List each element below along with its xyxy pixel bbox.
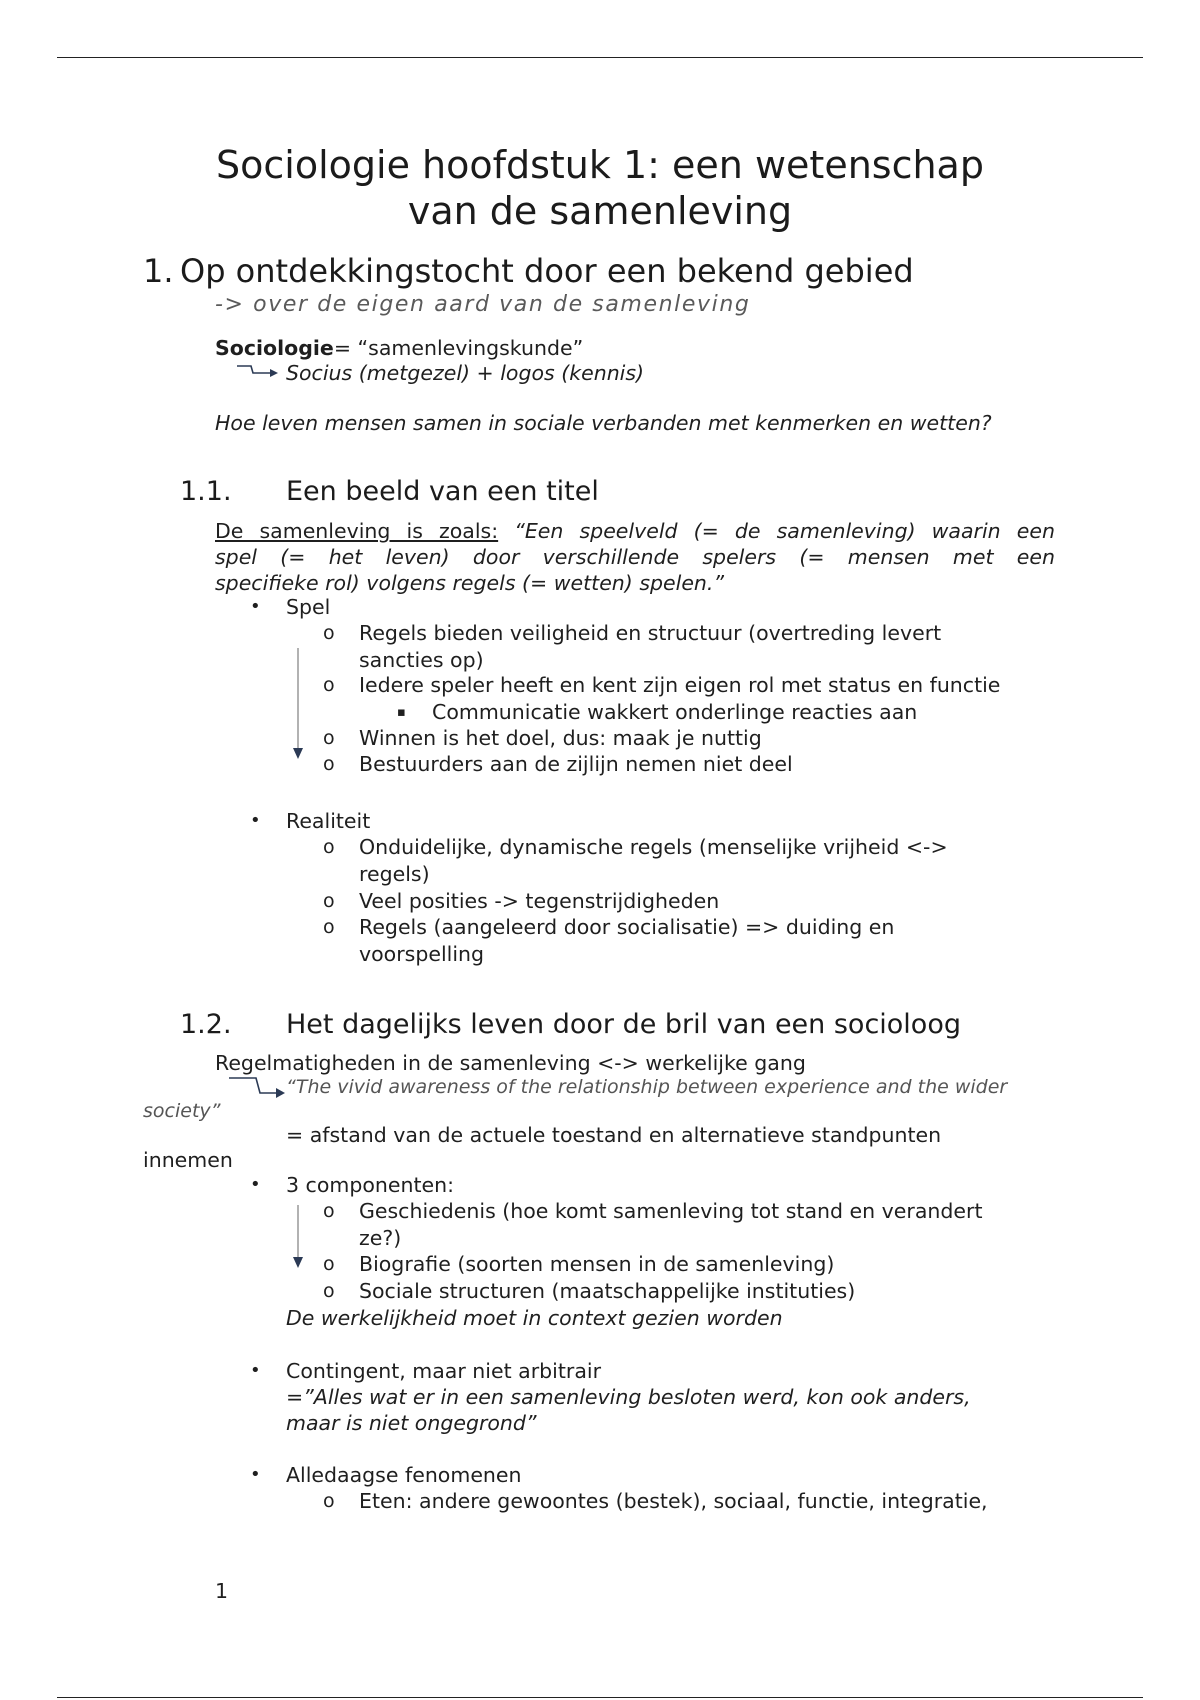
componenten-note: De werkelijkheid moet in context gezien worden xyxy=(286,1306,783,1330)
section1-subtitle: -> over de eigen aard van de samenleving xyxy=(215,292,751,317)
quote-line1: “The vivid awareness of the relationship between experience and the wider xyxy=(286,1076,1008,1098)
bullet-contingent: • xyxy=(250,1360,261,1381)
spel-item1-line2: sancties op) xyxy=(359,648,484,672)
header-rule xyxy=(57,57,1143,58)
section1-heading: Op ontdekkingstocht door een bekend gebied xyxy=(180,252,914,290)
square-bullet: ▪ xyxy=(397,705,406,720)
circle-bullet: o xyxy=(323,674,335,696)
central-question: Hoe leven mensen samen in sociale verbanden met kenmerken en wetten? xyxy=(215,411,992,435)
intro-line3: specifieke rol) volgens regels (= wetten) spelen.” xyxy=(215,571,725,595)
circle-bullet: o xyxy=(323,727,335,749)
spel-down-arrow-icon xyxy=(290,647,306,763)
circle-bullet: o xyxy=(323,836,335,858)
distance-line1: = afstand van de actuele toestand en alternatieve standpunten xyxy=(286,1123,942,1147)
circle-bullet: o xyxy=(323,753,335,775)
document-title-line1: Sociologie hoofdstuk 1: een wetenschap xyxy=(216,143,984,187)
realiteit-item1-line2: regels) xyxy=(359,862,430,886)
distance-line2: innemen xyxy=(143,1148,233,1172)
section1-2-heading: Het dagelijks leven door de bril van een socioloog xyxy=(286,1009,961,1040)
section1-1-number: 1.1. xyxy=(180,476,232,507)
spel-item1-line1: Regels bieden veiligheid en structuur (overtreding levert xyxy=(359,621,942,645)
spel-item2: Iedere speler heeft en kent zijn eigen rol met status en functie xyxy=(359,673,1001,697)
bullet-alledaagse: • xyxy=(250,1464,261,1485)
section1-1-heading: Een beeld van een titel xyxy=(286,476,599,507)
document-title-line2: van de samenleving xyxy=(407,189,793,233)
realiteit-item1-line1: Onduidelijke, dynamische regels (menselijke vrijheid <-> xyxy=(359,835,948,859)
realiteit-item2: Veel posities -> tegenstrijdigheden xyxy=(359,889,720,913)
quote-arrow-icon xyxy=(228,1076,288,1098)
section1-2-number: 1.2. xyxy=(180,1009,232,1040)
contingent-label: Contingent, maar niet arbitrair xyxy=(286,1359,602,1383)
componenten-item1-line2: ze?) xyxy=(359,1226,402,1250)
spel-item2-sub: Communicatie wakkert onderlinge reacties aan xyxy=(432,700,918,724)
circle-bullet: o xyxy=(323,890,335,912)
sociologie-definition-text: = “samenlevingskunde” xyxy=(333,336,584,360)
footer-rule xyxy=(57,1697,1143,1698)
sociologie-term: Sociologie xyxy=(215,336,334,360)
bullet-componenten: • xyxy=(250,1174,261,1195)
componenten-down-arrow-icon xyxy=(290,1204,306,1272)
bullet-spel: • xyxy=(250,596,261,617)
contingent-quote-line1: =”Alles wat er in een samenleving besloten werd, kon ook anders, xyxy=(286,1385,971,1409)
componenten-item1-line1: Geschiedenis (hoe komt samenleving tot stand en verandert xyxy=(359,1199,983,1223)
etymology-text: Socius (metgezel) + logos (kennis) xyxy=(286,361,645,385)
intro-line1-text: “Een speelveld (= de samenleving) waarin een xyxy=(514,519,1055,543)
circle-bullet: o xyxy=(323,1490,335,1512)
circle-bullet: o xyxy=(323,1200,335,1222)
bullet-realiteit: • xyxy=(250,810,261,831)
componenten-item3: Sociale structuren (maatschappelijke instituties) xyxy=(359,1279,856,1303)
alledaagse-item1: Eten: andere gewoontes (bestek), sociaal, functie, integratie, xyxy=(359,1489,988,1513)
etymology-arrow-icon xyxy=(236,363,280,381)
contingent-quote-line2: maar is niet ongegrond” xyxy=(286,1411,537,1435)
realiteit-item3-line2: voorspelling xyxy=(359,942,485,966)
componenten-label: 3 componenten: xyxy=(286,1173,455,1197)
circle-bullet: o xyxy=(323,1253,335,1275)
circle-bullet: o xyxy=(323,622,335,644)
componenten-item2: Biografie (soorten mensen in de samenleving) xyxy=(359,1252,835,1276)
sociologie-definition xyxy=(215,335,583,361)
realiteit-item3-line1: Regels (aangeleerd door socialisatie) => duiding en xyxy=(359,915,895,939)
intro-line2: spel (= het leven) door verschillende spelers (= mensen met een xyxy=(215,545,1055,569)
quote-line2: society” xyxy=(143,1100,221,1122)
page-number: 1 xyxy=(215,1579,229,1603)
spel-item4: Bestuurders aan de zijlijn nemen niet deel xyxy=(359,752,793,776)
regelmatigheden-line: Regelmatigheden in de samenleving <-> werkelijke gang xyxy=(215,1051,806,1075)
circle-bullet: o xyxy=(323,916,335,938)
realiteit-label: Realiteit xyxy=(286,809,371,833)
spel-item3: Winnen is het doel, dus: maak je nuttig xyxy=(359,726,762,750)
spel-label: Spel xyxy=(286,595,331,619)
circle-bullet: o xyxy=(323,1280,335,1302)
alledaagse-label: Alledaagse fenomenen xyxy=(286,1463,522,1487)
intro-label: De samenleving is zoals: xyxy=(215,519,499,543)
section1-number: 1. xyxy=(143,252,174,290)
intro-line1 xyxy=(215,518,1055,544)
